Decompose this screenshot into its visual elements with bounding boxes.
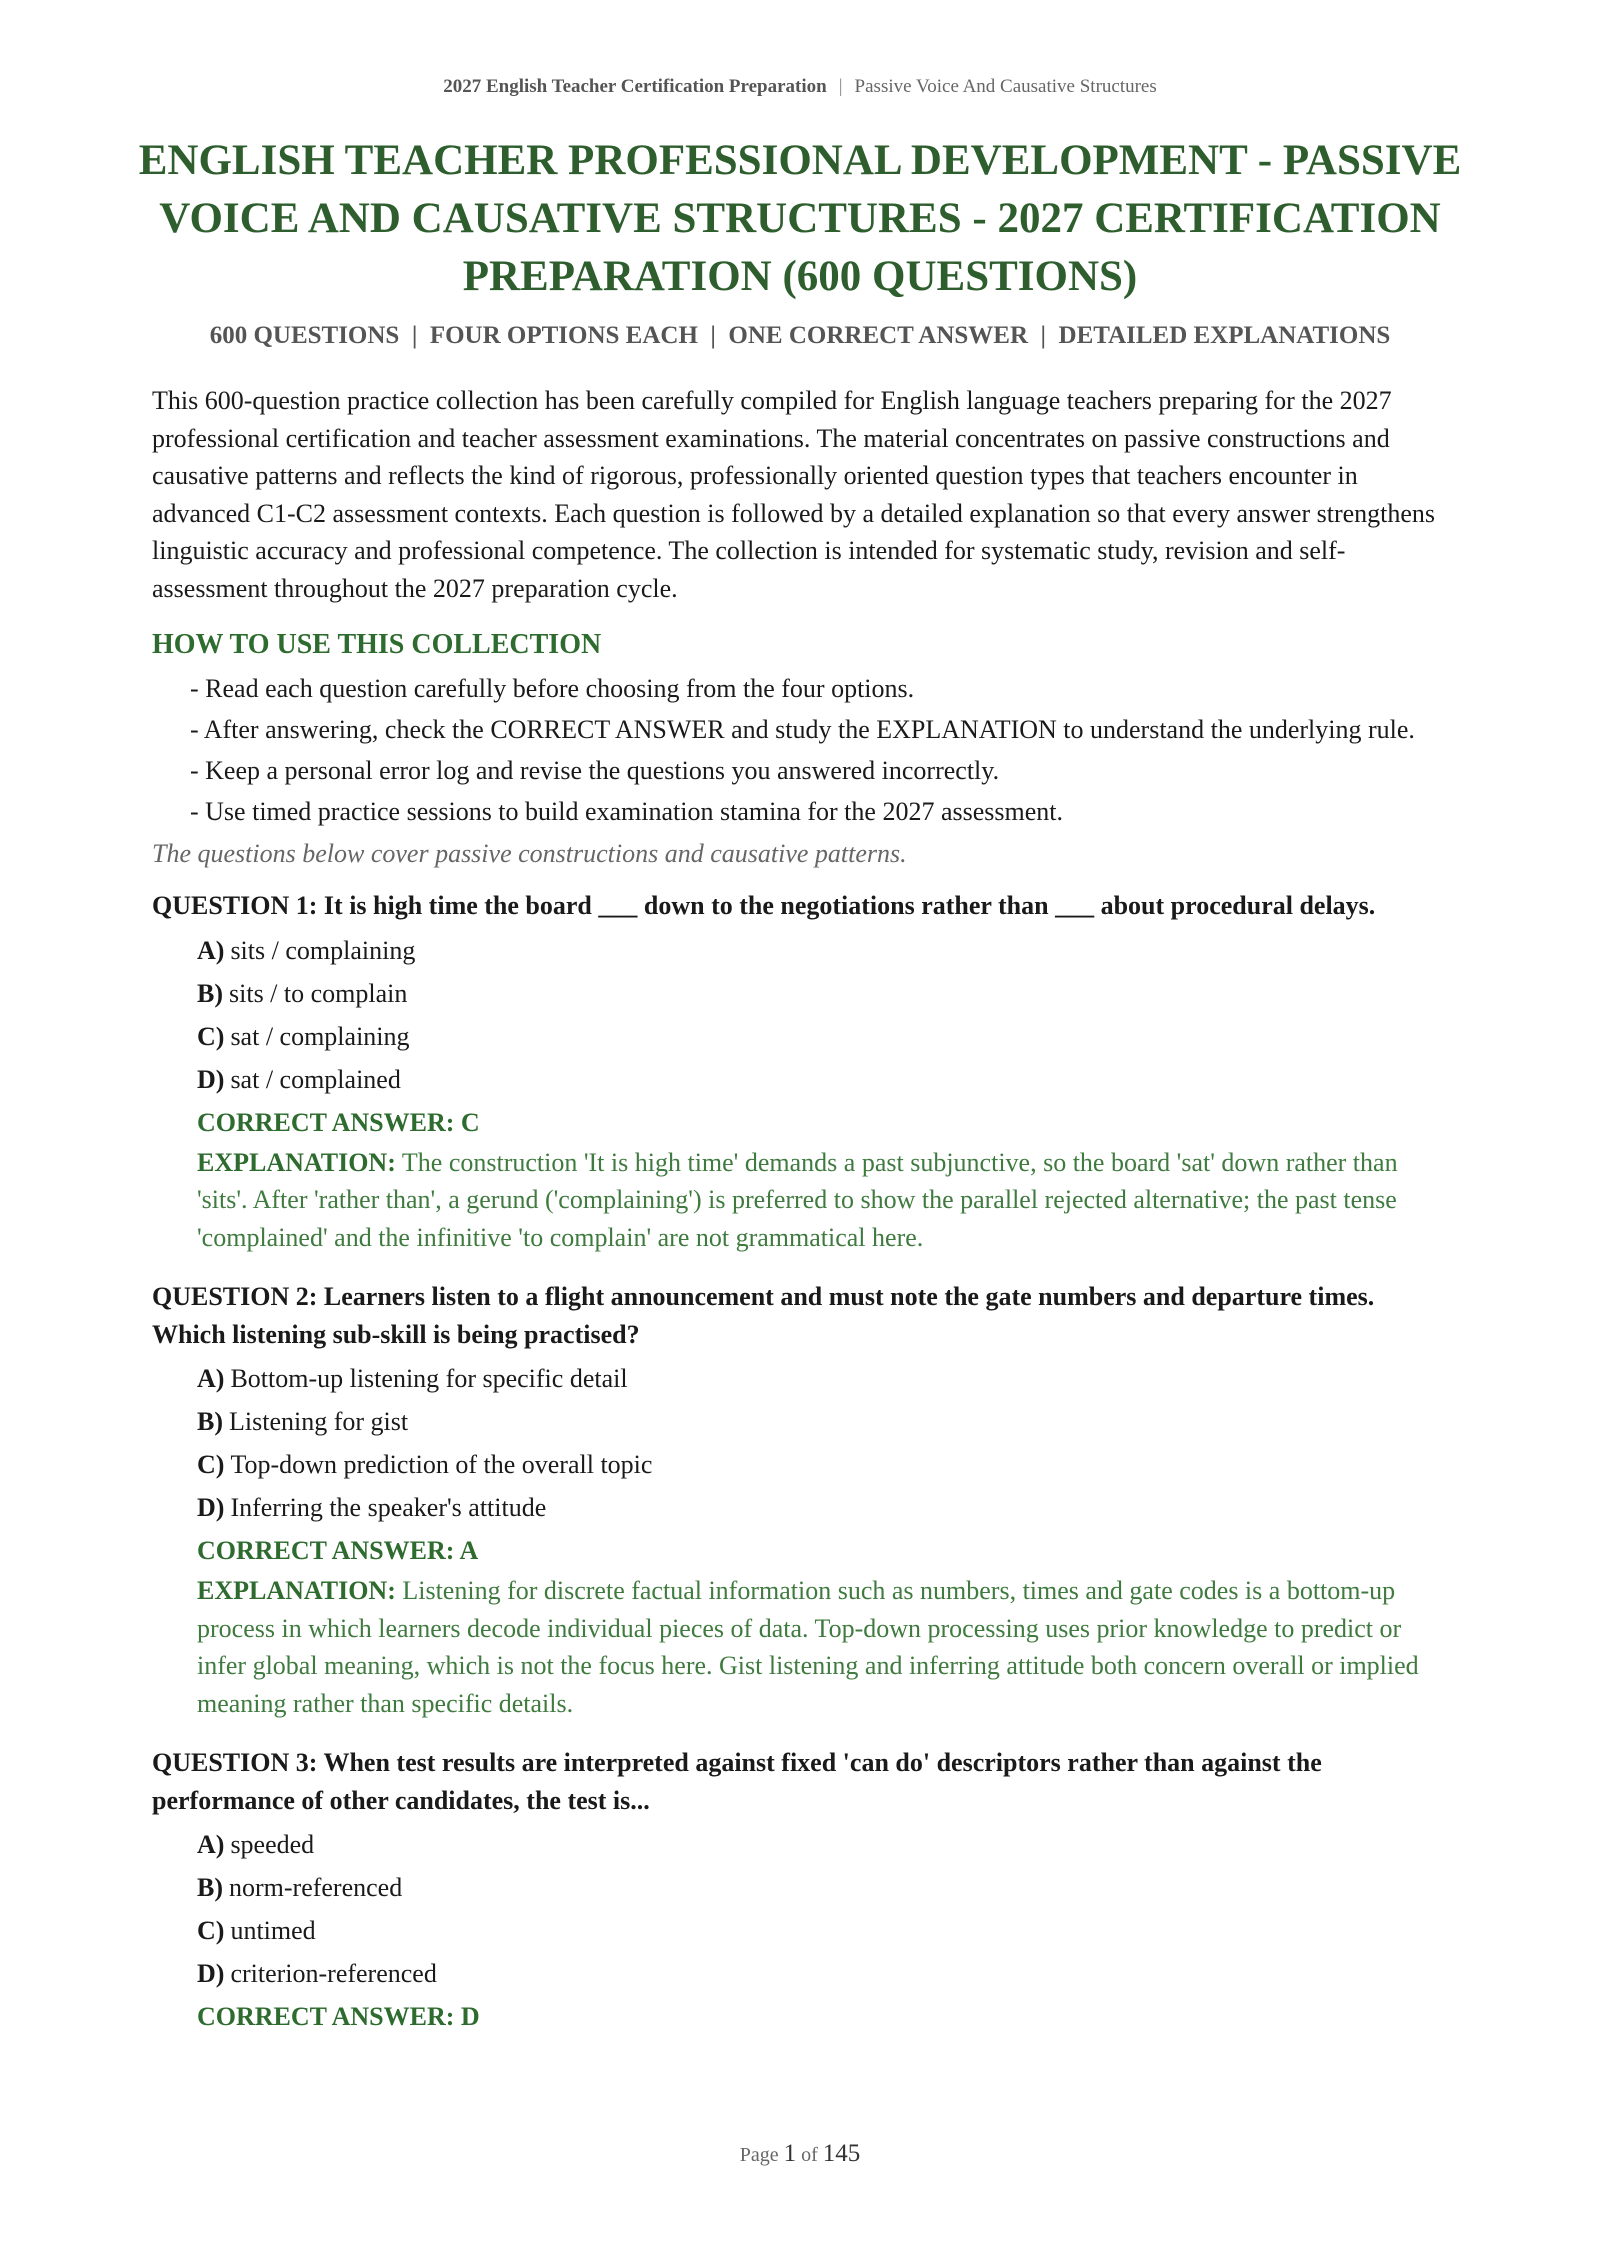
option-text: Inferring the speaker's attitude (230, 1493, 547, 1522)
of-word: of (801, 2144, 818, 2166)
answer-option (197, 1823, 1442, 1866)
explanation-label: EXPLANATION: (197, 1576, 396, 1605)
option-text: sits / complaining (230, 935, 416, 965)
question-block (152, 887, 1442, 1256)
running-header (0, 76, 1600, 98)
how-to-item: - After answering, check the CORRECT ANSWER and study the EXPLANATION to understand the underlying rule. (190, 715, 1415, 744)
option-text: criterion-referenced (230, 1959, 437, 1988)
document-title: ENGLISH TEACHER PROFESSIONAL DEVELOPMENT - PASSIVE VOICE AND CAUSATIVE STRUCTURES - 2027 CERTIFICATION PREPARATION (600 QUESTIONS) (138, 137, 1462, 300)
option-letter: D) (197, 1959, 225, 1988)
answer-option (197, 972, 1442, 1015)
answer-option (197, 1058, 1442, 1101)
option-letter: A) (197, 935, 225, 965)
option-text: Bottom-up listening for specific detail (230, 1364, 628, 1393)
option-text: Top-down prediction of the overall topic (230, 1450, 653, 1479)
option-text: norm-referenced (229, 1873, 403, 1902)
answer-option (197, 1357, 1442, 1400)
answer-options (152, 929, 1442, 1101)
option-text: untimed (230, 1916, 316, 1945)
answer-option (197, 1486, 1442, 1529)
option-letter: B) (197, 1407, 223, 1436)
page-current: 1 (783, 2140, 797, 2167)
option-letter: B) (197, 1873, 223, 1902)
intro-paragraph: This 600-question practice collection has been carefully compiled for English language teachers preparing for the 2027 professional certification and teacher assessment examinations. The material concentrates on passive constructions and causative patterns and reflects the kind of rigorous, professionally oriented question types that teachers encounter in advanced C1-C2 assessment contexts. Each question is followed by a detailed explanation so that every answer strengthens linguistic accuracy and professional competence. The collection is intended for systematic study, revision and self-assessment throughout the 2027 preparation cycle. (152, 386, 1436, 603)
page-total: 145 (822, 2140, 861, 2167)
option-letter: D) (197, 1493, 225, 1522)
how-to-item: - Keep a personal error log and revise the questions you answered incorrectly. (190, 756, 1000, 785)
header-topic: Passive Voice And Causative Structures (854, 76, 1157, 97)
question-block (152, 1278, 1442, 1722)
question-text: QUESTION 2: Learners listen to a flight announcement and must note the gate numbers and departure times. Which listening sub-skill is being practised? (152, 1282, 1375, 1349)
how-to-item: - Read each question carefully before choosing from the four options. (190, 674, 915, 703)
option-letter: D) (197, 1064, 225, 1094)
option-text: sits / to complain (229, 978, 408, 1008)
main-content (152, 382, 1442, 2060)
option-text: sat / complained (230, 1064, 401, 1094)
answer-option (197, 1015, 1442, 1058)
explanation-text: The construction 'It is high time' demands a past subjunctive, so the board 'sat' down rather than 'sits'. After 'rather than', a gerund ('complaining') is preferred to show the parallel rejected alternative; the past tense 'complained' and the infinitive 'to complain' are not grammatical here. (197, 1147, 1398, 1252)
how-to-use-heading: HOW TO USE THIS COLLECTION (152, 629, 602, 660)
question-text: QUESTION 3: When test results are interpreted against fixed 'can do' descriptors rather than against the performance of other candidates, the test is... (152, 1748, 1322, 1815)
answer-option (197, 1400, 1442, 1443)
how-to-item: - Use timed practice sessions to build examination stamina for the 2027 assessment. (190, 797, 1063, 826)
page-word: Page (739, 2144, 779, 2166)
correct-answer: CORRECT ANSWER: A (197, 1536, 479, 1565)
option-letter: A) (197, 1830, 225, 1859)
option-letter: C) (197, 1450, 225, 1479)
correct-answer: CORRECT ANSWER: D (197, 2002, 480, 2031)
explanation (152, 1572, 1442, 1722)
option-letter: B) (197, 978, 223, 1008)
correct-answer: CORRECT ANSWER: C (197, 1107, 480, 1137)
option-text: sat / complaining (230, 1021, 410, 1051)
how-to-use-list (152, 671, 1442, 830)
answer-option (197, 1866, 1442, 1909)
explanation (152, 1144, 1442, 1257)
question-text: QUESTION 1: It is high time the board ___ down to the negotiations rather than ___ about procedural delays. (152, 891, 1376, 920)
header-course-title: 2027 English Teacher Certification Preparation (443, 76, 827, 97)
answer-option (197, 929, 1442, 972)
explanation-text: Listening for discrete factual information such as numbers, times and gate codes is a bottom-up process in which learners decode individual pieces of data. Top-down processing uses prior knowledge to predict or infer global meaning, which is not the focus here. Gist listening and inferring attitude both concern overall or implied meaning rather than specific details. (197, 1576, 1419, 1718)
option-letter: C) (197, 1021, 225, 1051)
answer-option (197, 1952, 1442, 1995)
explanation-label: EXPLANATION: (197, 1147, 396, 1177)
answer-options (152, 1823, 1442, 1995)
answer-option (197, 1443, 1442, 1486)
page-footer (0, 2140, 1600, 2168)
coverage-note: The questions below cover passive constructions and causative patterns. (152, 839, 907, 868)
document-subtitle: 600 QUESTIONS | FOUR OPTIONS EACH | ONE CORRECT ANSWER | DETAILED EXPLANATIONS (209, 322, 1391, 349)
option-letter: A) (197, 1364, 225, 1393)
option-text: speeded (230, 1830, 315, 1859)
answer-option (197, 1909, 1442, 1952)
option-letter: C) (197, 1916, 225, 1945)
answer-options (152, 1357, 1442, 1529)
question-block (152, 1744, 1442, 2038)
option-text: Listening for gist (229, 1407, 409, 1436)
header-separator: | (838, 76, 843, 97)
